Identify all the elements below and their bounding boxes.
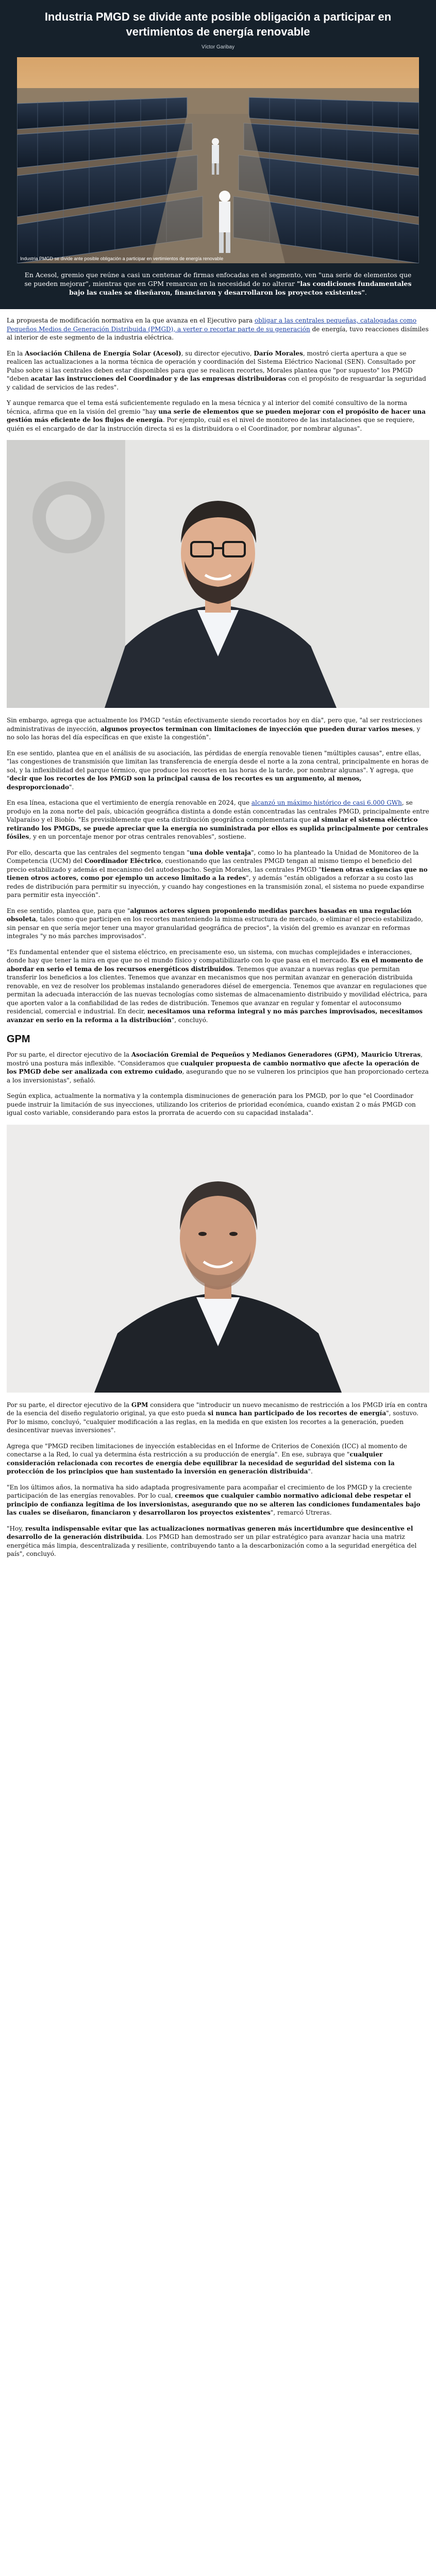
portrait-photo [7, 1125, 429, 1393]
article-lead: En Acesol, gremio que reúne a casi un centenar de firmas enfocadas en el segmento, ven "una serie de elementos que se pueden mejorar", mientras que en GPM remarcan en la necesidad de no alterar "las condiciones fundamentales bajo las cuales se diseñaron, financiaron y desarrollaron los proyectos existentes". [24, 271, 412, 296]
hero-caption: Industria PMGD se divide ante posible obligación a participar en vertimientos de energía renovable [20, 256, 224, 261]
article-link[interactable]: alcanzó un máximo histórico de casi 6.000 GWh [251, 799, 402, 806]
paragraph: Por ello, descarta que las centrales del segmento tengan "una doble ventaja", como lo ha planteado la Unidad de Monitoreo de la Competencia (UCM) del Coordinador Eléctrico, cuestionando que las centrales PMGD tengan al mismo tiempo el beneficio del precio estabilizado y además el mecanismo del autodespacho. Según Morales, las centrales PMGD "tienen otras exigencias que no tienen otros actores, como por ejemplo un acceso limitado a la redes", y además "están obligados a reforzar a su costo las redes de distribución para permitir su inyección, y cuando hay congestiones en la transmisión zonal, el sistema no puede expandirse para permitir esta inyección". [7, 849, 428, 899]
article-author: Víctor Garibay [202, 44, 234, 50]
portrait-dario-morales [7, 440, 429, 708]
paragraph: En ese sentido, plantea que en el análisis de su asociación, las pérdidas de energía renovable tienen "múltiples causas", entre ellas, "las congestiones de transmisión que limitan las transferencia de energía desde el norte a la zona central, principalmente en horas de sol, y la inflexibilidad del parque térmico, que produce los recortes en las horas de la tarde, por nombrar algunas". Y agrega, que "decir que los recortes de los PMGD son la principal causa de los recortes es un argumento, al menos, desproporcionado". [7, 749, 429, 791]
paragraph: "En los últimos años, la normativa ha sido adaptada progresivamente para acompañar el crecimiento de los PMGD y la creciente participación de las energías renovables. Por lo cual, creemos que cualquier cambio normativo adicional debe respetar el principio de confianza legítima de los inversionistas, asegurando que no se alteren las condiciones fundamentales bajo las cuales se diseñaron, financiaron y desarrollaron los proyectos existentes", remarcó Utreras. [7, 1483, 421, 1516]
paragraph: Agrega que "PMGD reciben limitaciones de inyección establecidas en el Informe de Criterios de Conexión (ICC) al momento de conectarse a la Red, lo cual ya determina ésta restricción a su producción de energía". En ese, subraya que "cualquier consideración relacionada con recortes de energía debe equilibrar la necesidad de seguridad del sistema con la protección de los principios que han sustentado la inversión en generación distribuida". [7, 1442, 407, 1475]
hero-image [17, 57, 419, 263]
paragraph: En ese sentido, plantea que, para que "algunos actores siguen proponiendo medidas parches basadas en una regulación obsoleta, tales como que participen en los recortes manteniendo la misma estructura de mercado, o eliminar el precio estabilizado, sin pensar en que sería mejor tener una mayor granularidad geográfica de precios", la visión del gremio es avanzar en reformas integrales "y no más parches improvisados". [7, 907, 423, 940]
paragraph: En esa línea, estaciona que el vertimiento de energía renovable en 2024, que alcanzó un máximo histórico de casi 6.000 GWh, se produjo en la zona norte del país, ubicación geográfica distinta a donde están concentradas las centrales PMGD, principalmente entre Valparaíso y el Biobío. "Es previsiblemente que esta distribución geográfica complementaria que al simular el sistema eléctrico retirando los PMGDs, se puede apreciar que la energía no suministrada por ellos es suplida principalmente por centrales fósiles, y en un porcentaje menor por otras centrales renovables", sostiene. [7, 799, 429, 840]
paragraph: Sin embargo, agrega que actualmente los PMGD "están efectivamente siendo recortados hoy en día", pero que, "al ser restricciones administrativas de inyección, algunos proyectos terminan con limitaciones de inyección que pueden durar varios meses, y no solo las horas del día específicas en que existe la congestión". [7, 717, 423, 741]
section-heading-gpm: GPM [7, 1033, 30, 1045]
paragraph: "Hoy, resulta indispensable evitar que las actualizaciones normativas generen más incertidumbre que desincentive el desarrollo de la generación distribuida. Los PMGD han demostrado ser un pilar estratégico para avanzar hacia una matriz energética más limpia, descentralizada y resiliente, contribuyendo tanto a la descarbonización como a la seguridad energética del país", concluyó. [7, 1524, 417, 1557]
article-title: Industria PMGD se divide ante posible obligación a participar en vertimientos de energía renovable [44, 10, 392, 38]
paragraph: Y aunque remarca que el tema está suficientemente regulado en la mesa técnica y al interior del comité consultivo de la norma técnica, afirma que en la visión del gremio "hay una serie de elementos que se pueden mejorar con el propósito de hacer una gestión más eficiente de los flujos de energía. Por ejemplo, cuál es el nivel de monitoreo de las instalaciones que se requiere, quién es el encargado de dar la instrucción directa si es la distribuidora o el Coordinador, por nombrar algunas". [7, 399, 426, 432]
article-link[interactable]: obligar a las centrales pequeñas, catalogadas como Pequeños Medios de Generación Distribuida (PMGD), a verter o recortar parte de su generación [7, 317, 417, 333]
solar-farm-photo [17, 57, 419, 263]
article-body [7, 309, 429, 1581]
paragraph: La propuesta de modificación normativa en la que avanza en el Ejecutivo para obligar a las centrales pequeñas, catalogadas como Pequeños Medios de Generación Distribuida (PMGD), a verter o recortar parte de su generación de energía, tuvo reacciones disímiles al interior de este segmento de la industria eléctrica. [7, 317, 429, 341]
portrait-mauricio-utreras [7, 1125, 429, 1393]
paragraph: Por su parte, el director ejecutivo de la Asociación Gremial de Pequeños y Medianos Generadores (GPM), Mauricio Utreras, mostró una postura más inflexible. "Consideramos que cualquier propuesta de cambio normativo que afecte la operación de los PMGD debe ser analizada con extremo cuidado, asegurando que no se vulneren los principios que han proporcionado certeza a los inversionistas", señaló. [7, 1051, 429, 1084]
portrait-photo [7, 440, 429, 708]
paragraph: Por su parte, el director ejecutivo de la GPM considera que "introducir un nuevo mecanismo de restricción a los PMGD iría en contra de la esencia del diseño regulatorio original, ya que esto pueda si nunca han participado de los recortes de energía", sostuvo. Por lo mismo, concluyó, "cualquier modificación a las reglas, en la medida en que existen los recortes a la generación, pueden desincentivar nuevas inversiones". [7, 1401, 428, 1434]
paragraph: En la Asociación Chilena de Energía Solar (Acesol), su director ejecutivo, Darío Morales, mostró cierta apertura a que se realicen las actualizaciones a la norma técnica de operación y coordinación del Sistema Eléctrico Nacional (SEN). Consultado por Pulso sobre si las centrales deben estar disponibles para que se realicen recortes, Morales plantea que "por supuesto" los PMGD "deben acatar las instrucciones del Coordinador y de las empresas distribuidoras con el propósito de resguardar la seguridad y calidad de servicios de las redes". [7, 349, 426, 391]
article-header [0, 0, 436, 309]
paragraph: Según explica, actualmente la normativa y la contempla disminuciones de generación para los PMGD, por lo que "el Coordinador puede instruir la limitación de sus inyecciones, utilizando los criterios de prioridad económica, cuando existan 2 o más PMGD con igual costo variable, considerando para estos la prorrata de acuerdo con su capacidad instalada". [7, 1092, 416, 1116]
paragraph: "Es fundamental entender que el sistema eléctrico, en precisamente eso, un sistema, con muchas complejidades e interacciones, donde hay que tener la mira en que que no el mundo físico y compatibilizarlo con lo que pasa en el mercado. Es en el momento de abordar en serio el tema de los recursos energéticos distribuidos. Tenemos que avanzar a nuevas reglas que permitan transferir los beneficios a los clientes. Tenemos que avanzar en mecanismos que nos permitan avanzar en generación distribuida renovable, en vez de resolver los problemas instalando generadores diésel de emergencia. Tenemos que avanzar en regulaciones que permitan la adecuada interacción de las nuevas tecnologías como sistemas de almacenamiento distribuido y movilidad eléctrica, para que aporten valor a la confiabilidad de las redes de distribución. Tenemos que avanzar en regular y fomentar el autoconsumo residencial, comercial e industrial. En decir, necesitamos una reforma integral y no más parches improvisados, necesitamos avanzar en serio en la reforma a la distribución", concluyó. [7, 948, 427, 1024]
